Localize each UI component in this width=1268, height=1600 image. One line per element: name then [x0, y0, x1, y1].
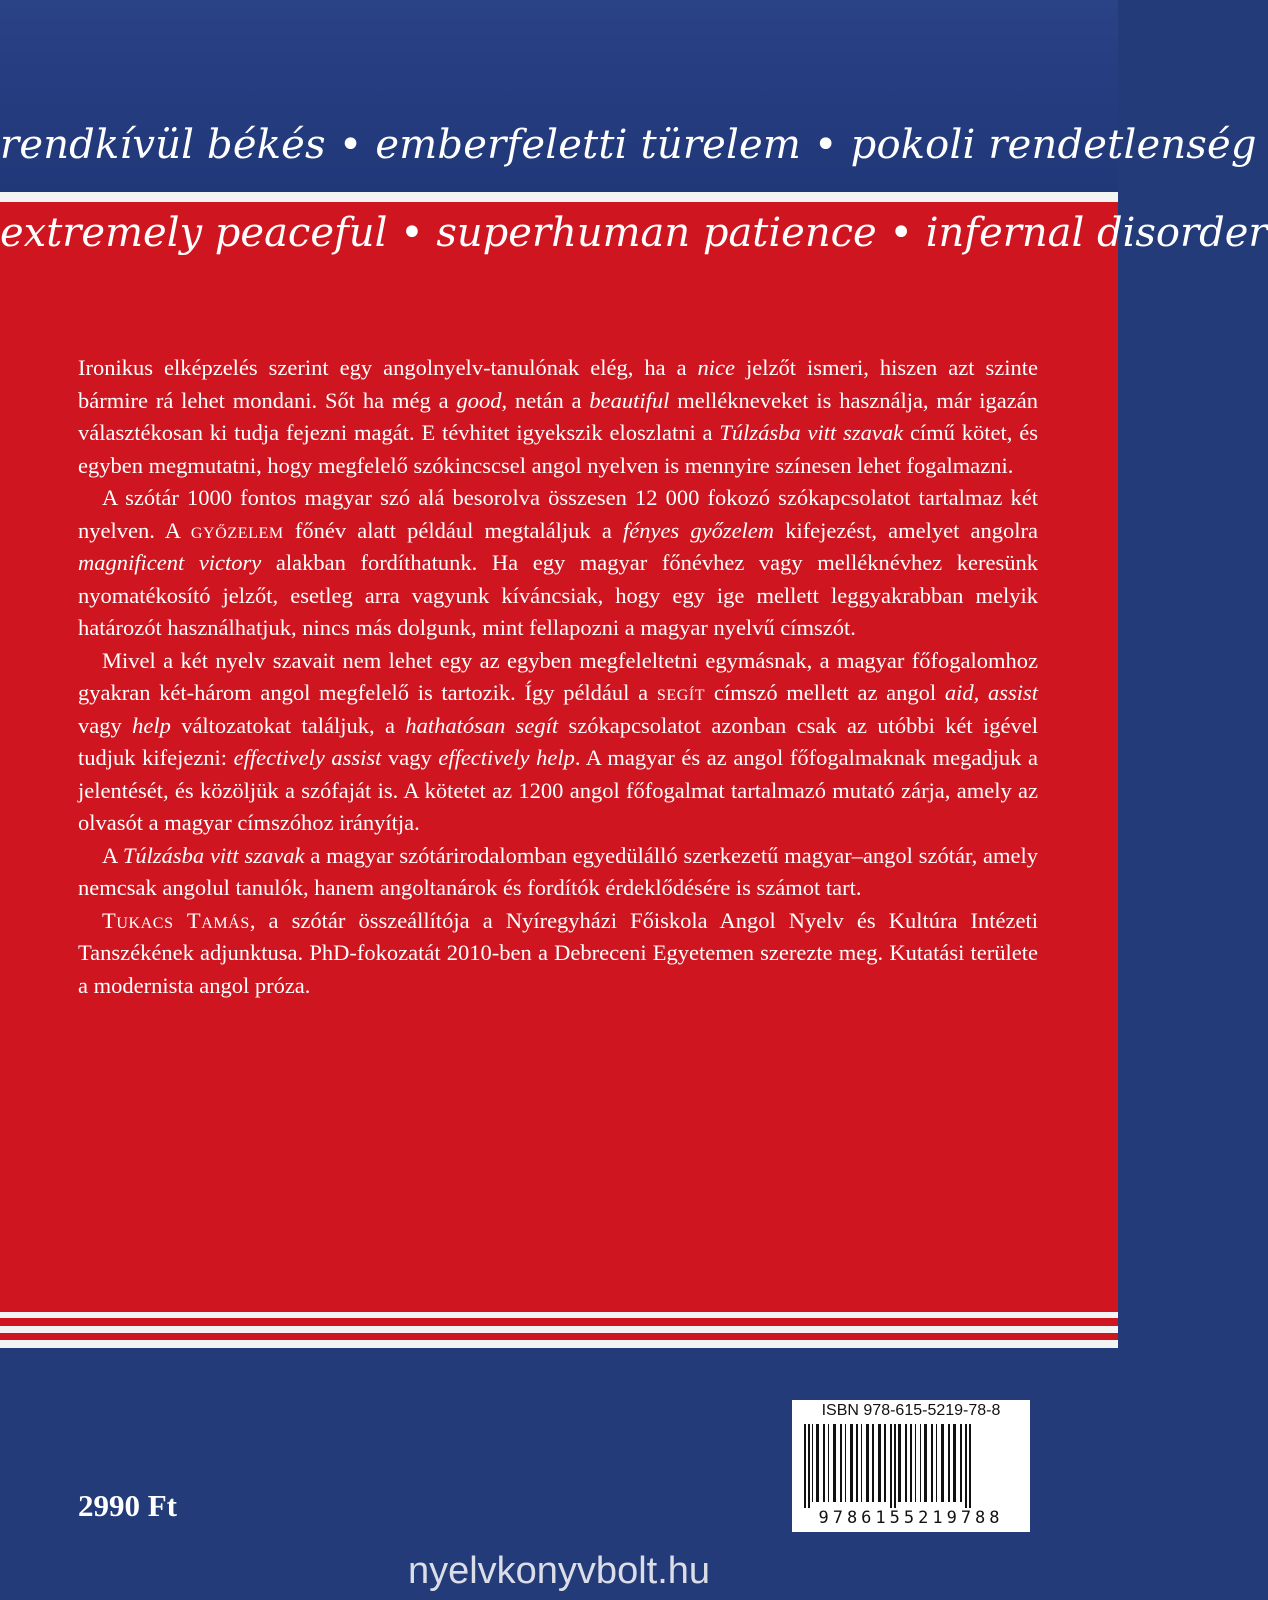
barcode-digits: 9786155219788	[818, 1508, 1004, 1528]
barcode-bar	[840, 1424, 842, 1502]
barcode-bar	[898, 1424, 901, 1502]
barcode-bar	[931, 1424, 933, 1502]
barcode	[792, 1400, 1030, 1532]
barcode-bar	[816, 1424, 819, 1502]
barcode-bar	[845, 1424, 846, 1502]
barcode-bar	[894, 1424, 896, 1508]
barcode-bar	[884, 1424, 886, 1502]
blurb-paragraph-5: Tukacs Tamás, a szótár összeállítója a Nyíregyházi Főiskola Angol Nyelv és Kultúra Intézeti Tanszékének adjunktusa. PhD-fokozatát 2010-ben a Debreceni Egyetemen szerezte meg. Kutatási területe a modernista angol próza.	[78, 907, 1038, 998]
barcode-bar	[953, 1424, 956, 1502]
barcode-bar	[850, 1424, 853, 1502]
barcode-bar	[965, 1424, 967, 1508]
barcode-bar	[861, 1424, 862, 1502]
barcode-bar	[960, 1424, 962, 1502]
isbn-label: ISBN 978-615-5219-78-8	[821, 1402, 1001, 1419]
blurb-paragraph-2: A szótár 1000 fontos magyar szó alá besorolva összesen 12 000 fokozó szókapcsolatot tartalmaz két nyelven. A győzelem főnév alatt például megtaláljuk a fényes győzelem kifejezést, amelyet angolra magnificent victory alakban fordíthatunk. Ha egy magyar főnévhez vagy melléknévhez keresünk nyomatékosító jelzőt, esetleg arra vagyunk kíváncsiak, hogy egy ige mellett leggyakrabban melyik határozót használhatjuk, nincs más dolgunk, mint fellapozni a magyar nyelvű címszót.	[78, 485, 1038, 640]
barcode-bar	[872, 1424, 874, 1502]
barcode-bar	[920, 1424, 921, 1502]
blurb-paragraph-3: Mivel a két nyelv szavait nem lehet egy az egyben megfeleltetni egymásnak, a magyar főfogalomhoz gyakran két-három angol megfelelő is tartozik. Így például a segít címszó mellett az angol aid, assist vagy help változatokat találjuk, a hathatósan segít szókapcsolatot azonban csak az utóbbi két igével tudjuk kifejezni: effectively assist vagy effectively help. A magyar és az angol főfogalmaknak megadjuk a jelentését, és közöljük a szófaját is. A kötetet az 1200 angol főfogalmat tartalmazó mutató zárja, amely az olvasót a magyar címszóhoz irányítja.	[78, 647, 1038, 835]
barcode-bar	[924, 1424, 927, 1502]
price-label: 2990 Ft	[78, 1488, 178, 1523]
barcode-bar	[866, 1424, 869, 1502]
barcode-bar	[828, 1424, 829, 1502]
barcode-bar	[812, 1424, 813, 1502]
tagline-english: extremely peaceful • superhuman patience • infernal disorder	[0, 210, 1268, 256]
barcode-bar	[915, 1424, 916, 1502]
barcode-bar	[804, 1424, 806, 1508]
barcode-bars	[800, 1424, 1022, 1508]
white-stripe	[0, 192, 1118, 202]
barcode-bar	[823, 1424, 825, 1502]
blurb-paragraph-1: Ironikus elképzelés szerint egy angolnyelv-tanulónak elég, ha a nice jelzőt ismeri, hiszen azt szinte bármire rá lehet mondani. Sőt ha még a good, netán a beautiful mellékneveket is használja, már igazán választékosan ki tudja fejezni magát. E tévhitet igyekszik eloszlatni a Túlzásba vitt szavak című kötet, és egyben megmutatni, hogy megfelelő szókincscsel angol nyelven is mennyire színesen lehet fogalmazni.	[78, 355, 1038, 478]
barcode-bar	[808, 1424, 810, 1508]
blurb-text	[78, 352, 1038, 1002]
barcode-bar	[856, 1424, 858, 1502]
barcode-bar	[833, 1424, 836, 1502]
watermark-text: nyelvkonyvbolt.hu	[407, 1550, 711, 1592]
barcode-bar	[905, 1424, 907, 1502]
barcode-bar	[969, 1424, 971, 1508]
barcode-bar	[948, 1424, 950, 1502]
barcode-bar	[878, 1424, 881, 1502]
barcode-bar	[941, 1424, 944, 1502]
tagline-hungarian: rendkívül békés • emberfeletti türelem • pokoli rendetlenség	[0, 122, 1257, 168]
bottom-stripes	[0, 1312, 1118, 1356]
blurb-paragraph-4: A Túlzásba vitt szavak a magyar szótárirodalomban egyedülálló szerkezetű magyar–angol szótár, amely nemcsak angolul tanulók, hanem angoltanárok és fordítók érdeklődésére is számot tart.	[78, 842, 1038, 900]
barcode-bar	[890, 1424, 892, 1508]
barcode-bar	[936, 1424, 937, 1502]
barcode-bar	[910, 1424, 912, 1502]
